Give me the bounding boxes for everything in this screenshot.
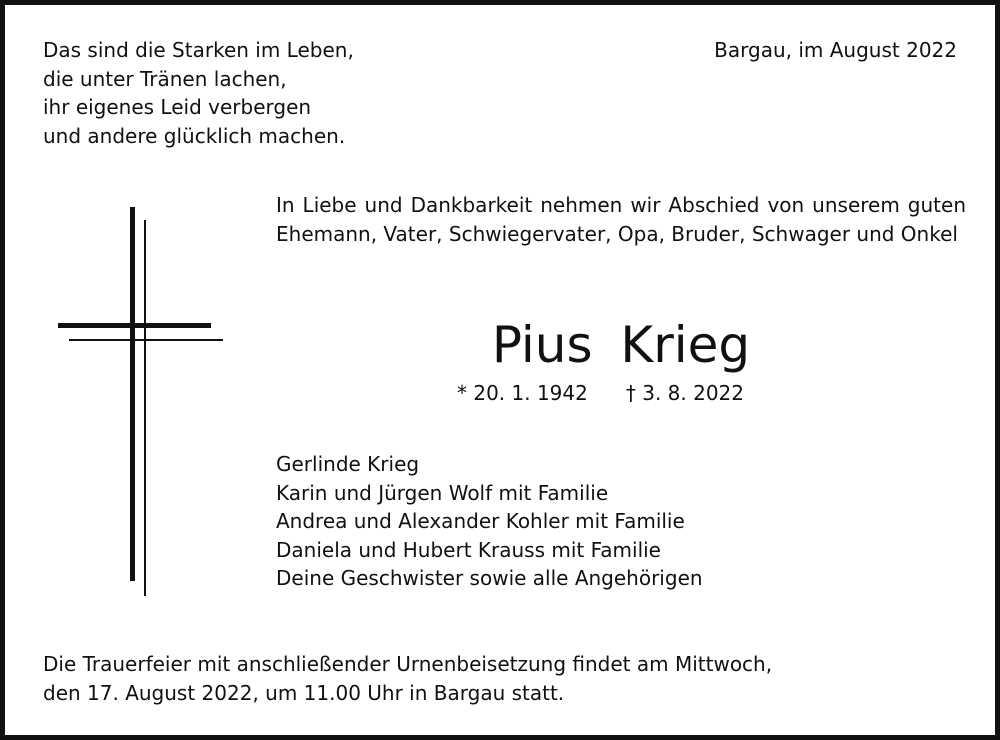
mourner-entry: Karin und Jürgen Wolf mit Familie [276,480,609,505]
cross-bar-horizontal-thick [58,323,211,328]
cross-bar-horizontal-thin [69,339,223,341]
poem-line: Das sind die Starken im Leben, [43,38,354,62]
mourner-entry: Deine Geschwister sowie alle Angehörigen [276,566,703,590]
mourner-entry: Andrea und Alexander Kohler mit Familie [276,509,685,533]
birth-date: * 20. 1. 1942 [457,381,588,405]
cross-bar-vertical-thin [144,220,146,596]
poem-line: und andere glücklich machen. [43,123,346,148]
mourner-entry: Gerlinde Krieg [276,452,420,476]
place-and-date: Bargau, im August 2022 [714,38,957,62]
ceremony-line: den 17. August 2022, um 11.00 Uhr in Bargau statt. [43,680,565,705]
poem-line: ihr eigenes Leid verbergen [43,95,312,119]
ceremony-line: Die Trauerfeier mit anschließender Urnenbeisetzung findet am Mittwoch, [43,652,773,676]
cross-bar-vertical-thick [130,207,135,581]
deceased-name: Pius Krieg [491,316,751,374]
memorial-poem [43,36,354,150]
mourner-entry: Daniela und Hubert Krauss mit Familie [276,537,661,562]
life-dates [457,379,744,407]
cross-icon [55,203,225,598]
farewell-intro: In Liebe und Dankbarkeit nehmen wir Abschied von unserem guten Ehemann, Vater, Schwiegervater, Opa, Bruder, Schwager und Onkel [276,193,966,246]
funeral-ceremony-info [43,650,772,707]
death-date: † 3. 8. 2022 [625,381,744,405]
mourners-list [276,450,703,593]
poem-line: die unter Tränen lachen, [43,66,287,91]
